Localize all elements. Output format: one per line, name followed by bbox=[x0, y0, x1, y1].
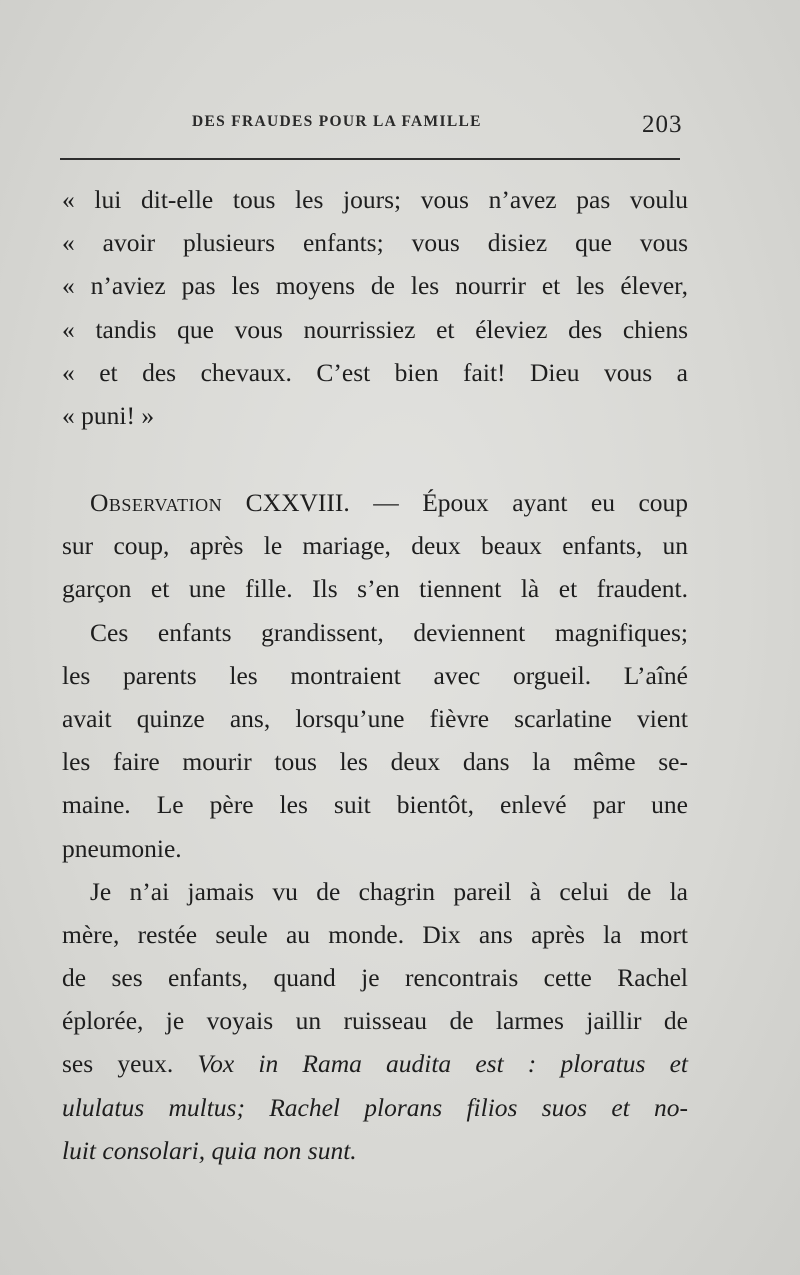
paragraph-line: sur coup, après le mariage, deux beaux enfants, un bbox=[62, 531, 688, 561]
latin-lead: ses yeux. bbox=[62, 1049, 174, 1079]
latin-quote-start: Vox in Rama audita est : ploratus et bbox=[197, 1049, 689, 1079]
quote-line: « avoir plusieurs enfants; vous disiez que vous bbox=[62, 228, 688, 258]
observation-section bbox=[62, 481, 688, 1172]
quote-line: « lui dit-elle tous les jours; vous n’avez pas voulu bbox=[62, 185, 688, 214]
paragraph-line: de ses enfants, quand je rencontrais cette Rachel bbox=[62, 963, 688, 993]
running-head: DES FRAUDES POUR LA FAMILLE bbox=[192, 113, 482, 130]
header-rule bbox=[60, 158, 680, 160]
quote-line: « puni! » bbox=[62, 400, 155, 430]
latin-line bbox=[62, 1042, 688, 1085]
observation-number: CXXVIII. — bbox=[245, 488, 399, 517]
quote-block bbox=[62, 178, 688, 437]
quote-line: « et des chevaux. C’est bien fait! Dieu vous a bbox=[62, 357, 688, 387]
paragraph-line: mère, restée seule au monde. Dix ans après la mort bbox=[62, 919, 688, 949]
paragraph-line: avait quinze ans, lorsqu’une fièvre scarlatine vient bbox=[62, 703, 688, 733]
quote-line: « n’aviez pas les moyens de les nourrir et les élever, bbox=[62, 271, 688, 301]
paragraph-line: pneumonie. bbox=[62, 833, 182, 863]
quote-line: « tandis que vous nourrissiez et éleviez des chiens bbox=[62, 314, 688, 344]
latin-line: luit consolari, quia non sunt. bbox=[62, 1135, 357, 1165]
paragraph-line: éplorée, je voyais un ruisseau de larmes jaillir de bbox=[62, 1006, 688, 1036]
observation-heading-line bbox=[62, 481, 688, 524]
observation-label: Observation bbox=[90, 488, 223, 517]
paragraph-line: Je n’ai jamais vu de chagrin pareil à celui de la bbox=[90, 876, 688, 906]
paragraph-line: garçon et une fille. Ils s’en tiennent là et fraudent. bbox=[62, 574, 688, 604]
paragraph-line: Ces enfants grandissent, deviennent magnifiques; bbox=[90, 617, 688, 647]
paragraph-line: les faire mourir tous les deux dans la même se- bbox=[62, 747, 688, 777]
latin-line: ululatus multus; Rachel plorans filios suos et no- bbox=[62, 1092, 688, 1122]
page-number: 203 bbox=[642, 111, 683, 138]
observation-first-line: Époux ayant eu coup bbox=[422, 488, 689, 517]
paragraph-line: les parents les montraient avec orgueil. L’aîné bbox=[62, 660, 688, 690]
paragraph-line: maine. Le père les suit bientôt, enlevé par une bbox=[62, 790, 688, 820]
